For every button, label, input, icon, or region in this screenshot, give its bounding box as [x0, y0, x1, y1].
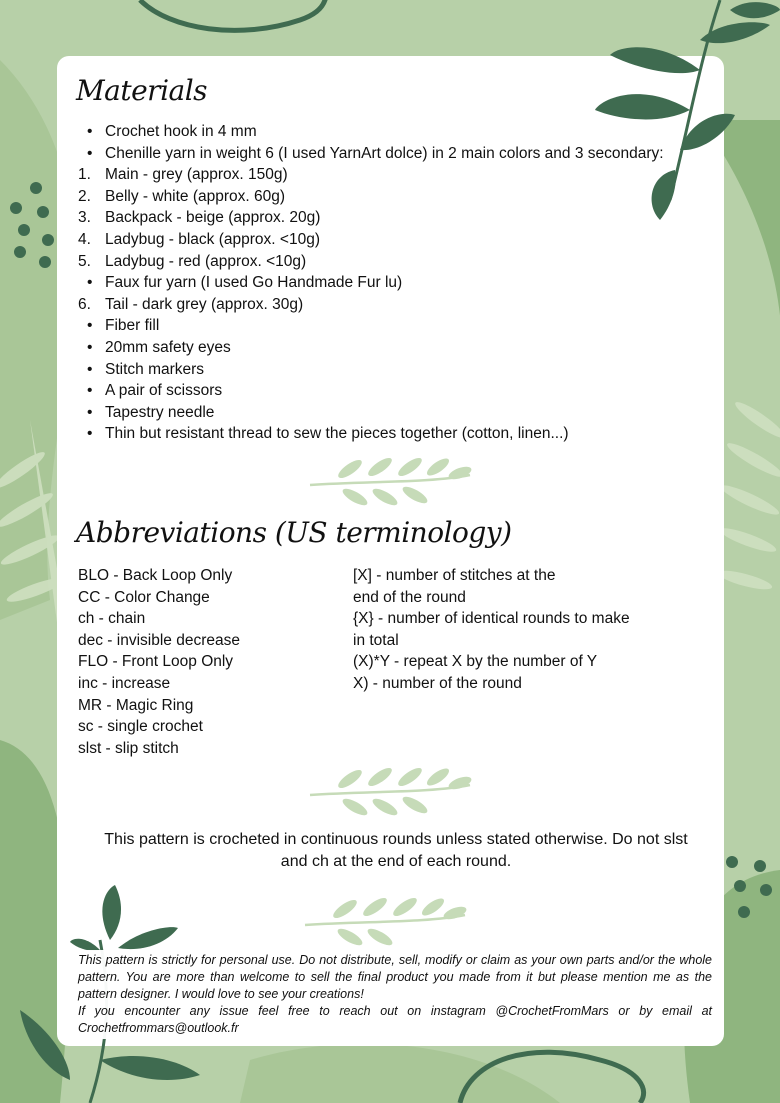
abbreviation-line: ch - chain [78, 610, 146, 628]
materials-item-text: Faux fur yarn (I used Go Handmade Fur lu) [105, 274, 403, 292]
number-marker: 6. [78, 295, 91, 313]
bullet-marker: • [87, 274, 93, 292]
materials-list-item [78, 251, 664, 273]
materials-item-text: Fiber fill [105, 317, 160, 335]
materials-list-item [78, 272, 664, 294]
materials-item-text: Chenille yarn in weight 6 (I used YarnArt dolce) in 2 main colors and 3 secondary: [105, 144, 664, 162]
materials-item-text: Stitch markers [105, 360, 205, 378]
abbreviation-line: dec - invisible decrease [78, 631, 240, 649]
number-marker: 4. [78, 230, 91, 248]
materials-list-item [78, 337, 664, 359]
materials-heading: Materials [76, 74, 208, 107]
materials-item-text: Crochet hook in 4 mm [105, 123, 257, 140]
bottom-blob-shape [240, 1044, 560, 1103]
materials-list-item [78, 186, 664, 208]
bullet-marker: • [87, 425, 93, 443]
abbreviation-line: X) - number of the round [353, 674, 522, 692]
materials-list-item [78, 207, 664, 229]
disclaimer-box [74, 950, 716, 1039]
abbreviation-line: BLO - Back Loop Only [78, 567, 233, 584]
number-marker: 5. [78, 252, 91, 270]
materials-list [78, 121, 664, 445]
abbreviation-line: sc - single crochet [78, 718, 203, 736]
bullet-marker: • [87, 123, 93, 140]
materials-item-text: A pair of scissors [105, 382, 223, 400]
materials-list-item [78, 380, 664, 402]
abbreviations-heading: Abbreviations (US terminology) [76, 516, 512, 549]
abbreviations-left-column [78, 565, 240, 759]
number-marker: 3. [78, 209, 91, 227]
bullet-marker: • [87, 403, 93, 421]
abbreviation-line: CC - Color Change [78, 588, 210, 606]
materials-item-text: Main - grey (approx. 150g) [105, 166, 288, 184]
abbreviation-line: end of the round [353, 588, 466, 606]
materials-list-item [78, 423, 664, 445]
materials-item-text: Ladybug - red (approx. <10g) [105, 252, 307, 270]
materials-list-item [78, 402, 664, 424]
right-fern [716, 398, 780, 593]
number-marker: 1. [78, 166, 91, 184]
materials-list-item [78, 294, 664, 316]
bullet-marker: • [87, 338, 93, 356]
materials-item-text: Backpack - beige (approx. 20g) [105, 209, 321, 227]
bullet-marker: • [87, 382, 93, 400]
disclaimer-contact-text: If you encounter any issue feel free to reach out on instagram @CrochetFromMars or by email at Crochetfrommars@outlook.fr [78, 1004, 712, 1035]
abbreviation-line: inc - increase [78, 674, 171, 692]
abbreviation-line: [X] - number of stitches at the [353, 567, 556, 584]
materials-list-item [78, 315, 664, 337]
abbreviation-line: FLO - Front Loop Only [78, 653, 234, 671]
abbreviation-line: MR - Magic Ring [78, 696, 194, 714]
bullet-marker: • [87, 317, 93, 335]
materials-list-item [78, 359, 664, 381]
materials-list-item [78, 164, 664, 186]
bullet-marker: • [87, 360, 93, 378]
materials-item-text: Belly - white (approx. 60g) [105, 187, 286, 205]
materials-list-item [78, 143, 664, 165]
abbreviation-line: (X)*Y - repeat X by the number of Y [353, 653, 598, 671]
materials-item-text: Ladybug - black (approx. <10g) [105, 230, 320, 248]
top-swirl-line [140, 0, 326, 30]
bullet-marker: • [87, 144, 93, 162]
materials-item-text: Tail - dark grey (approx. 30g) [105, 295, 304, 313]
disclaimer-usage-text: This pattern is strictly for personal use. Do not distribute, sell, modify or claim as your own parts and/or the whole pattern. You are more than welcome to sell the final product you made from it but please mention me as the pattern designer. I would love to see your creations! [78, 953, 712, 1001]
abbreviation-line: {X} - number of identical rounds to make [353, 610, 630, 628]
materials-item-text: Tapestry needle [105, 403, 215, 421]
rounds-note: This pattern is crocheted in continuous rounds unless stated otherwise. Do not slst and ch at the end of each round. [104, 831, 688, 870]
materials-item-text: Thin but resistant thread to sew the pieces together (cotton, linen...) [105, 425, 569, 443]
abbreviations-right-column [353, 565, 653, 695]
number-marker: 2. [78, 187, 91, 205]
abbreviation-line: slst - slip stitch [78, 739, 179, 757]
materials-list-item [78, 229, 664, 251]
abbreviation-line: in total [353, 631, 399, 649]
materials-item-text: 20mm safety eyes [105, 338, 231, 356]
materials-list-item [78, 121, 664, 143]
